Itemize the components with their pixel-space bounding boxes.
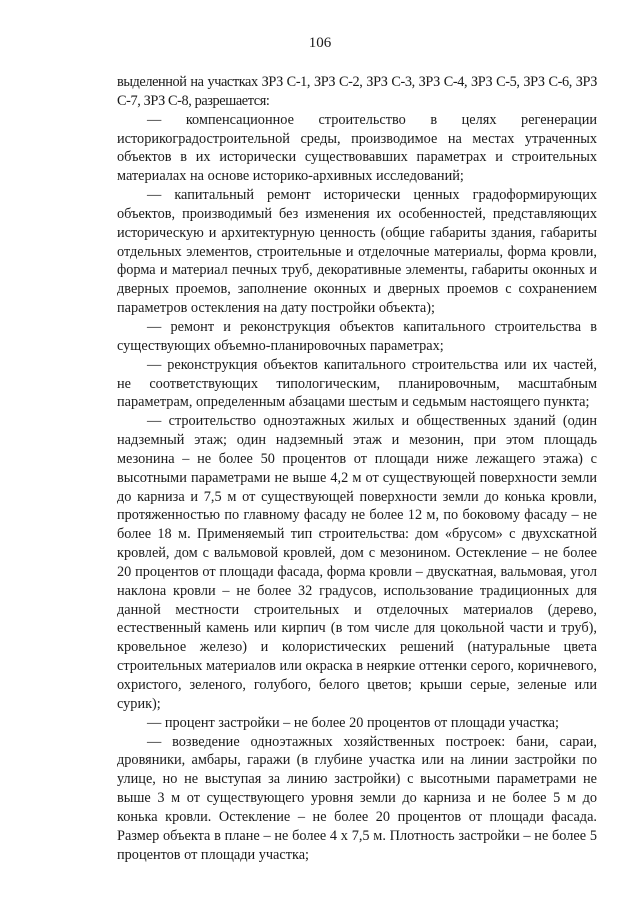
page-number: 106 [308,35,332,51]
document-body [117,73,597,864]
list-item-compensatory-construction: — компенсационное строительство в целях регенерации историкоградостроительной среды, производимое на местах утраченных объектов в их исторически существовавших параметрах и строительных материалах на основе историко-архивных исследований; [117,111,597,185]
list-item-outbuildings: — возведение одноэтажных хозяйственных построек: бани, сараи, дровяники, амбары, гаражи (в глубине участка или на линии застройки по улице, но не выступая за линию застройки) с высотными параметрами не выше 3 м от существующего уровня земли до карниза и не более 5 м до конька кровли. Остекление – не более 20 процентов от площади фасада. Размер объекта в плане – не более 4 х 7,5 м. Плотность застройки – не более 5 процентов от площади участка; [117,733,597,863]
intro-paragraph: выделенной на участках ЗРЗ С-1, ЗРЗ С-2, ЗРЗ С-3, ЗРЗ С-4, ЗРЗ С-5, ЗРЗ С-6, ЗРЗ С-7, ЗРЗ С-8, разрешается: [117,74,597,109]
list-item-building-percentage: — процент застройки – не более 20 процентов от площади участка; [147,714,559,731]
list-item-reconstruction-nonconforming: — реконструкция объектов капитального строительства или их частей, не соответствующих типологическим, планировочным, масштабным параметрам, определенным абзацами шестым и седьмым настоящего пункта; [117,356,597,411]
list-item-repair-reconstruction: — ремонт и реконструкция объектов капитального строительства в существующих объемно-планировочных параметрах; [117,318,597,354]
list-item-capital-repair: — капитальный ремонт исторически ценных градоформирующих объектов, производимый без изменения их особенностей, представляющих историческую и архитектурную ценность (общие габариты здания, габариты отдельных элементов, строительные и отделочные материалы, форма кровли, форма и материал печных труб, декоративные элементы, габариты оконных и дверных проемов, заполнение оконных и дверных проемов с сохранением параметров остекления на дату постройки объекта); [117,187,597,317]
list-item-one-storey-construction: — строительство одноэтажных жилых и общественных зданий (один надземный этаж; один надземный этаж и мезонин, при этом площадь мезонина – не более 50 процентов от площади ниже лежащего этажа) с высотными параметрами не выше 4,2 м от существующей поверхности земли до карниза и 7,5 м от существующей поверхности земли до конька кровли, протяженностью по главному фасаду не более 12 м, по боковому фасаду – не более 18 м. Применяемый тип строительства: дом «брусом» с двухскатной кровлей, дом с вальмовой кровлей, дом с мезонином. Остекление – не более 20 процентов от площади фасада, форма кровли – двускатная, вальмовая, угол наклона кровли – не более 32 градусов, использование традиционных для данной местности строительных и отделочных материалов (дерево, естественный камень или кирпич (в том числе для цокольной части и труб), кровельное железо) и колористических решений (натуральные цвета строительных материалов или окраска в неяркие оттенки серого, коричневого, охристого, зеленого, голубого, белого цветов; крыши серые, зеленые или сурик); [117,413,597,712]
